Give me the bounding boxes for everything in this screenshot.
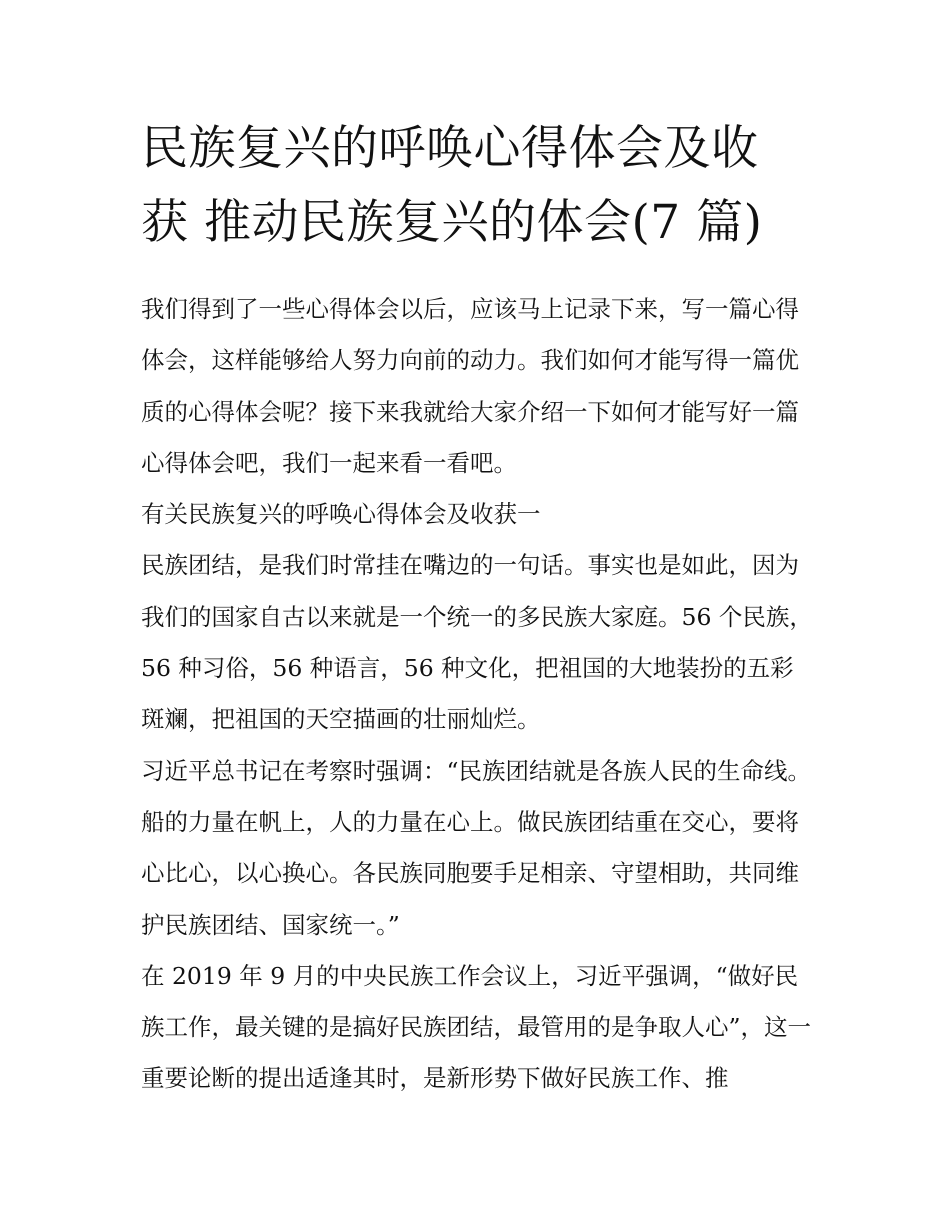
document-title (141, 112, 813, 260)
intro-paragraph: 我们得到了一些心得体会以后，应该马上记录下来，写一篇心得体会，这样能够给人努力向前的动力。我们如何才能写得一篇优质的心得体会呢？接下来我就给大家介绍一下如何才能写好一篇心得体会吧，我们一起来看一看吧。 (141, 295, 799, 477)
section-heading: 有关民族复兴的呼唤心得体会及收获一 (141, 500, 541, 529)
body-paragraph: 习近平总书记在考察时强调：“民族团结就是各族人民的生命线。船的力量在帆上，人的力量在心上。做民族团结重在交心，要将心比心，以心换心。各民族同胞要手足相亲、守望相助，共同维护民族团结、国家统一。” (141, 756, 812, 939)
body-paragraph: 民族团结，是我们时常挂在嘴边的一句话。事实也是如此，因为我们的国家自古以来就是一个统一的多民族大家庭。56 个民族，56 种习俗，56 种语言，56 种文化，把祖国的大地装扮的五彩斑斓，把祖国的天空描画的壮丽灿烂。 (141, 551, 813, 734)
title-line-2: 获 推动民族复兴的体会(7 篇) (141, 195, 763, 250)
document-body (141, 284, 813, 1105)
title-line-1: 民族复兴的呼唤心得体会及收 (141, 121, 759, 176)
body-paragraph: 在 2019 年 9 月的中央民族工作会议上，习近平强调，“做好民族工作，最关键的是搞好民族团结，最管用的是争取人心”，这一重要论断的提出适逢其时，是新形势下做好民族工作、推 (141, 961, 812, 1093)
document-page (141, 112, 813, 1105)
